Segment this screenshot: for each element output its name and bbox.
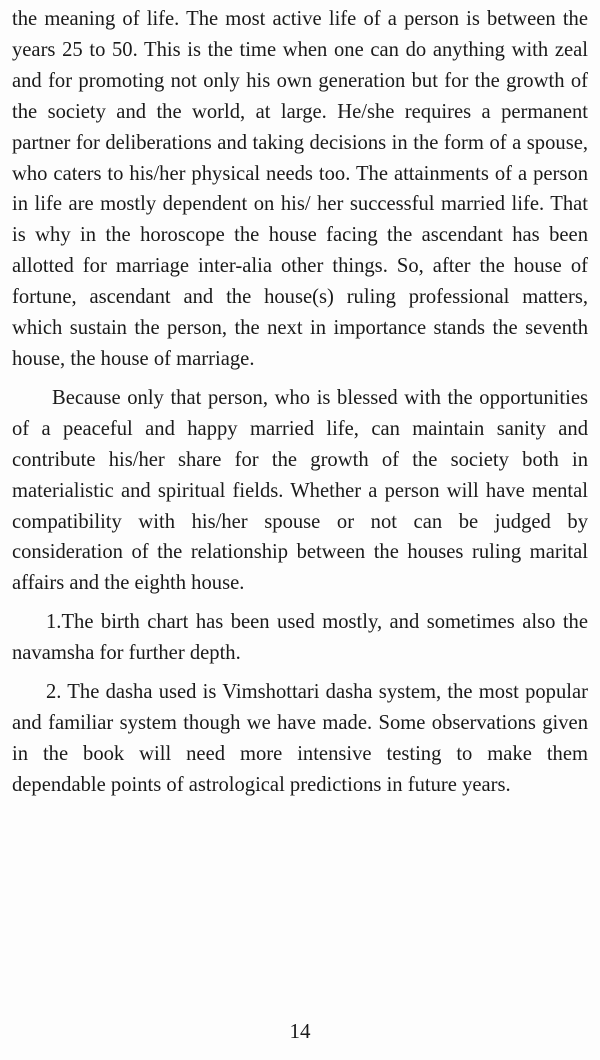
paragraph-continuation: the meaning of life. The most active life of a person is between the years 25 to 50. This is the time when one can do anything with zeal and for promoting not only his own generation but for the growth of the society and the world, at large. He/she requires a permanent partner for deliberations and taking decisions in the form of a spouse, who caters to his/her physical needs too. The attainments of a person in life are mostly dependent on his/ her successful married life. That is why in the horoscope the house facing the ascendant has been allotted for marriage inter-alia other things. So, after the house of fortune, ascendant and the house(s) ruling professional matters, which sustain the person, the next in importance stands the seventh house, the house of marriage.: [12, 8, 588, 370]
body-text: [12, 4, 588, 801]
page-number: 14: [289, 1019, 311, 1043]
paragraph-point-2: 2. The dasha used is Vimshottari dasha system, the most popular and familiar system though we have made. Some observations given in the book will need more intensive testing to make them dependable points of astrological predictions in future years.: [12, 681, 588, 796]
paragraph-marriage-importance: Because only that person, who is blessed with the opportunities of a peaceful and happy married life, can maintain sanity and contribute his/her share for the growth of the society both in materialistic and spiritual fields. Whether a person will have mental compatibility with his/her spouse or not can be judged by consideration of the relationship between the houses ruling marital affairs and the eighth house.: [12, 386, 588, 595]
paragraph-point-1: 1.The birth chart has been used mostly, and sometimes also the navamsha for further depth.: [12, 611, 588, 665]
